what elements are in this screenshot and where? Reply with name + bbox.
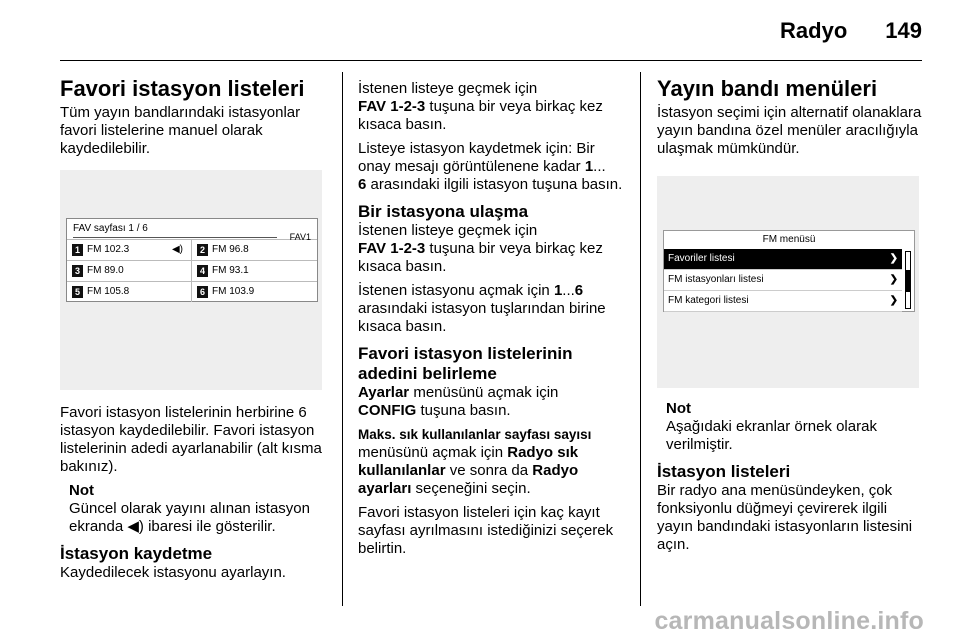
menu-radio-settings: Radyo ayarları [358, 462, 579, 497]
station-label: FM 89.0 [87, 265, 124, 276]
station-cell [67, 281, 192, 302]
key-config: CONFIG [358, 402, 417, 419]
figure-fm-menu-screen [657, 176, 919, 388]
note-block [69, 482, 328, 536]
column-divider [342, 72, 343, 606]
column-divider [640, 72, 641, 606]
preset-number: 2 [197, 244, 208, 256]
heading-favorite-lists: Favori istasyon listeleri [60, 76, 305, 101]
column-left [60, 76, 328, 588]
menu-item-station-list [664, 270, 902, 291]
station-cell [67, 239, 192, 260]
favorites-display [66, 218, 318, 302]
heading-station-lists: İstasyon listeleri [657, 462, 791, 481]
heading-save-station: İstasyon kaydetme [60, 544, 213, 563]
text: arasındaki istasyon tuşlarından birine kısaca basın. [358, 300, 606, 335]
station-label: FM 103.9 [212, 286, 255, 297]
figure-favorites-screen [60, 170, 322, 390]
note-title: Not [666, 400, 691, 417]
text: ... [593, 158, 606, 175]
text: arasındaki ilgili istasyon tuşuna basın. [366, 176, 623, 193]
paragraph-select-count: Favori istasyon listeleri için kaç kayıt sayfası ayrılmasını istediğinizi seçerek belirtin. [358, 504, 614, 557]
key-1: 1 [553, 282, 563, 299]
note-title: Not [69, 482, 94, 499]
speaker-icon: ◀) [171, 244, 183, 255]
note-text-a: Güncel olarak yayını alınan istasyon ekranda [69, 500, 310, 535]
paragraph-max-pages [358, 426, 626, 498]
page-header [780, 18, 922, 44]
text: İstenen listeye geçmek için [358, 80, 538, 97]
note-text-b: ibaresi ile gösterilir. [143, 518, 276, 535]
scrollbar [905, 251, 911, 309]
section-title: Radyo [780, 18, 848, 43]
text: Listeye istasyon kaydetmek için: Bir onay mesajı görüntülenene kadar [358, 140, 595, 175]
preset-number: 3 [72, 265, 83, 277]
page-number: 149 [885, 18, 922, 43]
paragraph-six-stations: Favori istasyon listelerinin herbirine 6 istasyon kaydedilebilir. Favori istasyon listelerinin adedi ayarlanabilir (alt kısma bakınız). [60, 404, 322, 475]
text: tuşuna bir veya birkaç kez kısaca basın. [358, 240, 603, 275]
station-label: FM 93.1 [212, 265, 249, 276]
preset-number: 5 [72, 286, 83, 298]
fm-menu-title: FM menüsü [762, 234, 816, 245]
menu-max-pages: Maks. sık kullanılanlar sayfası sayısı [358, 427, 592, 442]
fm-menu-display [663, 230, 915, 312]
paragraph-open-settings [358, 384, 626, 420]
menu-item-label: Favoriler listesi [668, 253, 735, 264]
menu-item-label: FM istasyonları listesi [668, 274, 764, 285]
text: ... [562, 282, 575, 299]
key-6: 6 [574, 282, 584, 299]
menu-item-label: FM kategori listesi [668, 295, 749, 306]
column-middle [358, 80, 626, 564]
station-label: FM 102.3 [87, 244, 130, 255]
chevron-right-icon: ❯ [889, 253, 898, 264]
paragraph-intro: Tüm yayın bandlarındaki istasyonlar favori listelerine manuel olarak kaydedilebilir. [60, 104, 301, 157]
fav-tab: FAV1 [289, 232, 311, 242]
menu-radio-favorites: Radyo sık kullanılanlar [358, 444, 579, 479]
text: tuşuna basın. [416, 402, 511, 419]
key-fav: FAV 1-2-3 [358, 240, 426, 257]
note-text: Aşağıdaki ekranlar örnek olarak verilmiştir. [666, 418, 877, 453]
menu-item-category-list [664, 291, 902, 312]
text: menüsünü açmak için [358, 444, 508, 461]
key-1: 1 [584, 158, 594, 175]
key-6: 6 [358, 176, 367, 193]
preset-number: 1 [72, 244, 83, 256]
paragraph-tune-list [358, 222, 626, 276]
station-label: FM 96.8 [212, 244, 249, 255]
heading-band-menus: Yayın bandı menüleri [657, 76, 878, 101]
speaker-icon: ◀) [127, 518, 144, 535]
chevron-right-icon: ❯ [889, 274, 898, 285]
text: İstenen istasyonu açmak için [358, 282, 554, 299]
header-rule [60, 60, 922, 61]
paragraph-station-lists: Bir radyo ana menüsündeyken, çok fonksiyonlu düğmeyi çevirerek ilgili yayın bandındaki istasyonların listesini açın. [657, 482, 913, 553]
text: tuşuna bir veya birkaç kez kısaca basın. [358, 98, 603, 133]
heading-tune-station: Bir istasyona ulaşma [358, 202, 529, 221]
station-cell [192, 260, 317, 281]
menu-settings: Ayarlar [358, 384, 410, 401]
fav-page-title: FAV sayfası 1 / 6 [73, 223, 148, 234]
text: İstenen listeye geçmek için [358, 222, 538, 239]
station-cell [192, 281, 317, 302]
key-fav: FAV 1-2-3 [358, 98, 426, 115]
text: seçeneğini seçin. [411, 480, 531, 497]
preset-number: 6 [197, 286, 208, 298]
paragraph-switch-list [358, 80, 626, 134]
paragraph-store-station [358, 140, 626, 194]
paragraph-tune-button [358, 282, 626, 336]
station-label: FM 105.8 [87, 286, 130, 297]
paragraph-save: Kaydedilecek istasyonu ayarlayın. [60, 564, 286, 581]
heading-list-count: Favori istasyon listelerinin adedini belirleme [358, 344, 573, 383]
chevron-right-icon: ❯ [889, 295, 898, 306]
preset-number: 4 [197, 265, 208, 277]
note-text [69, 500, 328, 536]
paragraph-band: İstasyon seçimi için alternatif olanaklara yayın bandına özel menüler aracılığıyla ulaşmak mümkündür. [657, 104, 922, 157]
station-cell [67, 260, 192, 281]
note-block [666, 400, 923, 454]
watermark: carmanualsonline.info [654, 607, 924, 635]
text: ve sonra da [445, 462, 533, 479]
menu-item-favorites [664, 249, 902, 270]
text: menüsünü açmak için [409, 384, 559, 401]
column-right [657, 76, 923, 560]
